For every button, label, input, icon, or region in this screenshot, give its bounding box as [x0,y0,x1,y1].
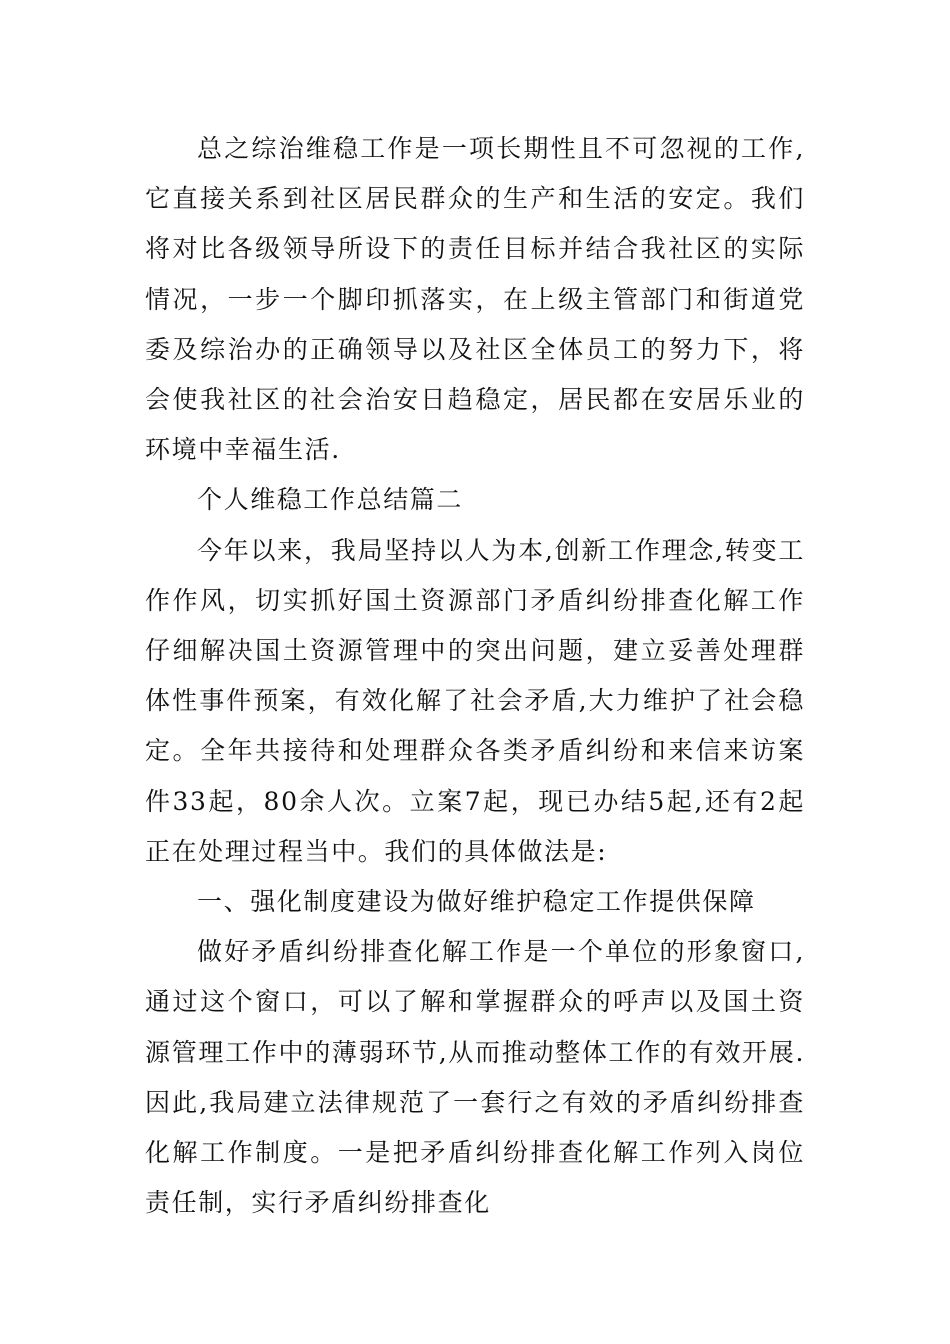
paragraph-intro: 今年以来，我局坚持以人为本,创新工作理念,转变工作作风，切实抓好国土资源部门矛盾纠纷排查化解工作仔细解决国土资源管理中的突出问题，建立妥善处理群体性事件预案，有效化解了社会矛盾,大力维护了社会稳定。全年共接待和处理群众各类矛盾纠纷和来信来访案件33起，80余人次。立案7起，现已办结5起,还有2起正在处理过程当中。我们的具体做法是: [145,535,805,866]
document-body [145,124,805,1228]
section-heading-one: 一、强化制度建设为做好维护稳定工作提供保障 [197,887,756,917]
section-title-part-two: 个人维稳工作总结篇二 [197,485,464,515]
paragraph-conclusion: 总之综治维稳工作是一项长期性且不可忽视的工作,它直接关系到社区居民群众的生产和生活的安定。我们将对比各级领导所设下的责任目标并结合我社区的实际情况，一步一个脚印抓落实，在上级主管部门和街道党委及综治办的正确领导以及社区全体员工的努力下，将会使我社区的社会治安日趋稳定，居民都在安居乐业的环境中幸福生活. [145,134,805,465]
paragraph-section-one: 做好矛盾纠纷排查化解工作是一个单位的形象窗口,通过这个窗口，可以了解和掌握群众的呼声以及国土资源管理工作中的薄弱环节,从而推动整体工作的有效开展.因此,我局建立法律规范了一套行之有效的矛盾纠纷排查化解工作制度。一是把矛盾纠纷排查化解工作列入岗位责任制，实行矛盾纠纷排查化 [145,937,805,1218]
